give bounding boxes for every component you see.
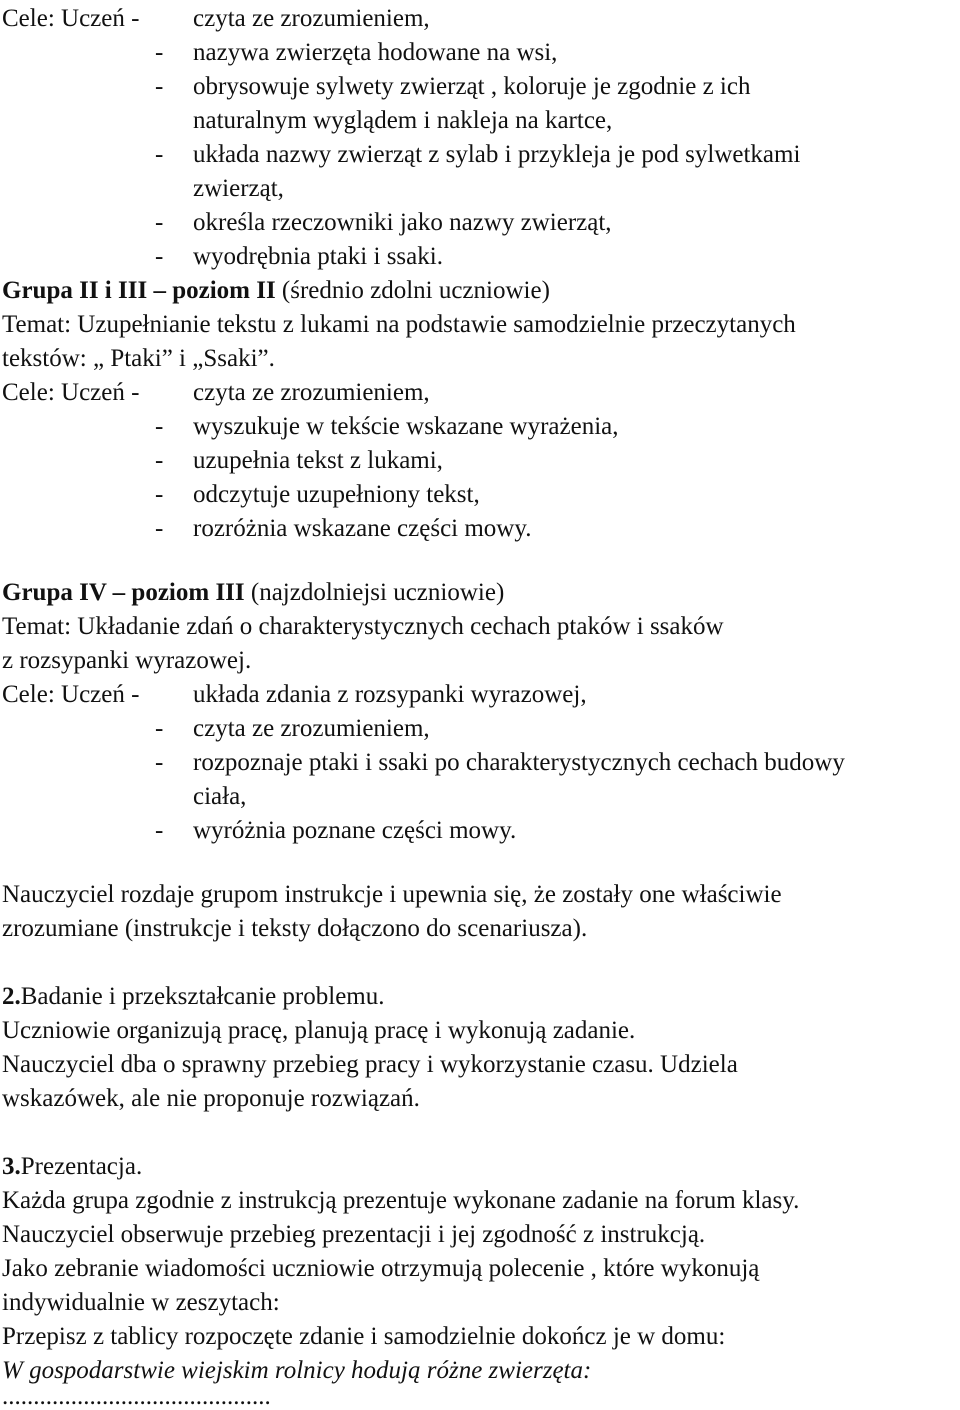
paragraph-line: Przepisz z tablicy rozpoczęte zdanie i samodzielnie dokończ je w domu: [2,1323,726,1350]
goal-continuation: naturalnym wyglądem i nakleja na kartce, [193,107,613,134]
bullet-dash: - [155,817,164,844]
group-title: Grupa IV – poziom III [2,579,245,606]
step-number: 3. [2,1153,21,1180]
bullet-dash: - [155,515,164,542]
step-title: Prezentacja. [20,1153,143,1180]
goal-text: czyta ze zrozumieniem, [193,715,430,742]
goal-continuation: ciała, [193,783,247,810]
paragraph-line: Nauczyciel rozdaje grupom instrukcje i upewnia się, że zostały one właściwie [2,881,782,908]
goal-item [0,712,960,746]
goal-item [0,814,960,848]
bullet-dash: - [155,141,164,168]
paragraph-line: indywidualnie w zeszytach: [2,1289,280,1316]
paragraph-line: Nauczyciel obserwuje przebieg prezentacji i jej zgodność z instrukcją. [2,1221,706,1248]
paragraph-line: Jako zebranie wiadomości uczniowie otrzymują polecenie , które wykonują [2,1255,760,1282]
bullet-dash: - [155,413,164,440]
goal-text: wyszukuje w tekście wskazane wyrażenia, [193,413,619,440]
cele-label: Cele: Uczeń - [2,681,140,708]
bullet-dash: - [155,73,164,100]
goal-text: rozpoznaje ptaki i ssaki po charakterystycznych cechach budowy [193,749,845,776]
italic-text: W gospodarstwie wiejskim rolnicy hodują różne zwierzęta: [2,1357,592,1384]
group-heading [2,576,504,610]
goal-text: wyróżnia poznane części mowy. [193,817,517,844]
goal-item [0,240,960,274]
paragraph-line: Uczniowie organizują pracę, planują pracę i wykonują zadanie. [2,1017,636,1044]
goal-item [0,138,960,172]
cele-first-goal: czyta ze zrozumieniem, [193,5,430,32]
goal-item [0,444,960,478]
step-number: 2. [2,983,21,1010]
goal-item [0,746,960,780]
paragraph-line: zrozumiane (instrukcje i teksty dołączono do scenariusza). [2,915,588,942]
step-title: Badanie i przekształcanie problemu. [20,983,385,1010]
goal-item [0,410,960,444]
temat-line: Temat: Układanie zdań o charakterystycznych cechach ptaków i ssaków [2,613,724,640]
cele-label: Cele: Uczeń - [2,379,140,406]
cele-line [0,2,960,36]
goal-text: odczytuje uzupełniony tekst, [193,481,480,508]
goal-item [0,512,960,546]
paragraph-line: Nauczyciel dba o sprawny przebieg pracy i wykorzystanie czasu. Udziela [2,1051,738,1078]
step-heading [2,980,384,1014]
bullet-dash: - [155,243,164,270]
goal-item [0,70,960,104]
group-title: Grupa II i III – poziom II [2,277,276,304]
goal-continuation: zwierząt, [193,175,284,202]
bullet-dash: - [155,749,164,776]
temat-line: Temat: Uzupełnianie tekstu z lukami na podstawie samodzielnie przeczytanych [2,311,796,338]
group-subtitle: (średnio zdolni uczniowie) [281,277,550,304]
bullet-dash: - [155,39,164,66]
goal-text: rozróżnia wskazane części mowy. [193,515,532,542]
cele-line [0,376,960,410]
goal-text: obrysowuje sylwety zwierząt , koloruje je zgodnie z ich [193,73,751,100]
group-heading [2,274,550,308]
goal-item [0,478,960,512]
temat-line: tekstów: „ Ptaki” i „Ssaki”. [2,345,275,372]
bullet-dash: - [155,481,164,508]
step-heading [2,1150,142,1184]
goal-text: układa nazwy zwierząt z sylab i przykleja je pod sylwetkami [193,141,801,168]
paragraph-line: Każda grupa zgodnie z instrukcją prezentuje wykonane zadanie na forum klasy. [2,1187,800,1214]
goal-text: określa rzeczowniki jako nazwy zwierząt, [193,209,612,236]
bullet-dash: - [155,209,164,236]
cele-first-goal: układa zdania z rozsypanki wyrazowej, [193,681,587,708]
goal-item [0,36,960,70]
cele-line [0,678,960,712]
goal-text: uzupełnia tekst z lukami, [193,447,443,474]
cele-first-goal: czyta ze zrozumieniem, [193,379,430,406]
goal-item [0,206,960,240]
dotted-answer-line: ........................................... [2,1383,271,1410]
goal-text: nazywa zwierzęta hodowane na wsi, [193,39,558,66]
goal-text: wyodrębnia ptaki i ssaki. [193,243,443,270]
temat-line: z rozsypanki wyrazowej. [2,647,252,674]
bullet-dash: - [155,715,164,742]
paragraph-line: wskazówek, ale nie proponuje rozwiązań. [2,1085,420,1112]
group-subtitle: (najzdolniejsi uczniowie) [250,579,505,606]
bullet-dash: - [155,447,164,474]
cele-label: Cele: Uczeń - [2,5,140,32]
